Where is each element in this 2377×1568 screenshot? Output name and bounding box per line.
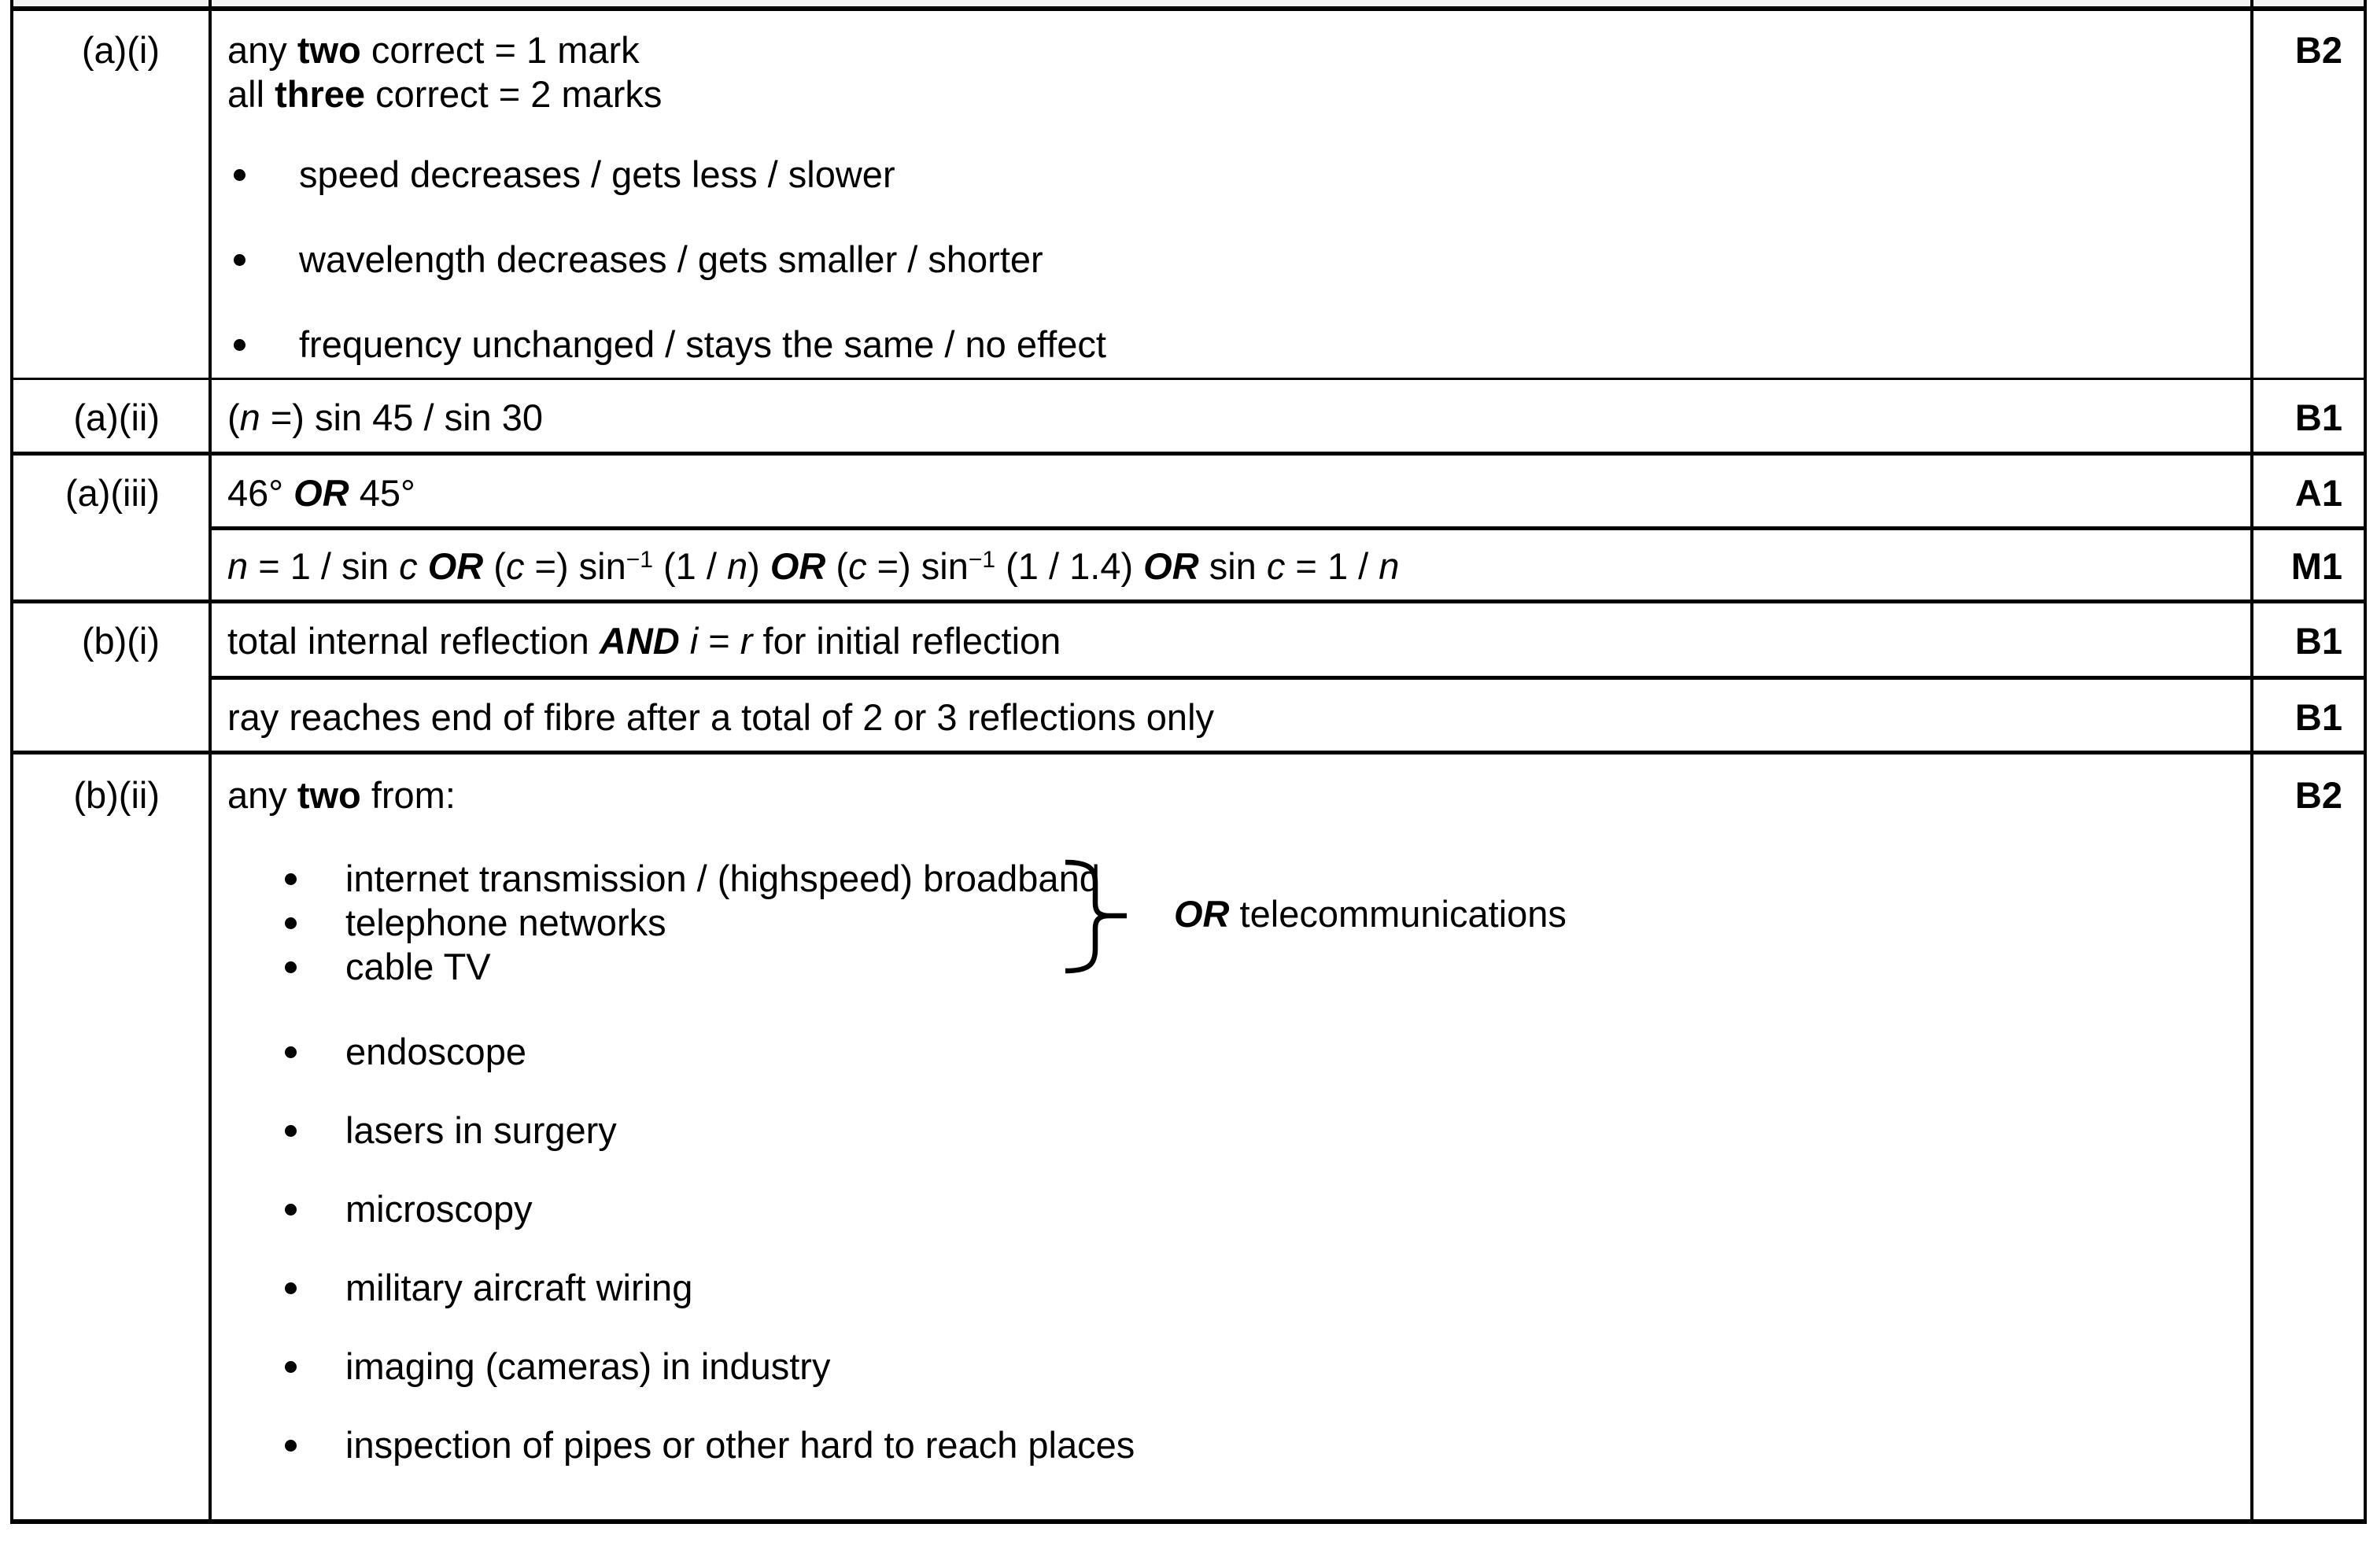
text-segment: i (689, 619, 699, 662)
text-segment: OR (1143, 544, 1199, 587)
answer-cell (210, 9, 2252, 378)
table-row-cutoff-row (12, 0, 2365, 9)
text-segment: inspection of pipes or other hard to reach places (345, 1423, 1135, 1466)
bullet-item (227, 945, 2242, 989)
text-segment: = 1 / (1285, 544, 1379, 587)
table-row-b-ii (12, 752, 2365, 1522)
mark-scheme-table (10, 0, 2367, 1524)
question-number-cell: (a)(iii) (12, 453, 210, 601)
text-segment: ray reaches end of fibre after a total of 2 or 3 reflections only (227, 695, 1215, 738)
text-segment: telecommunications (1229, 892, 1567, 935)
bullet-item (227, 1266, 2242, 1310)
text-segment: =) sin (866, 544, 969, 587)
text-segment: c (505, 544, 525, 587)
text-segment: frequency unchanged / stays the same / no effect (299, 323, 1106, 365)
table-row-a-iii-A1 (12, 453, 2365, 528)
text-segment: n (727, 544, 748, 587)
text-segment: OR (770, 544, 826, 587)
text-segment: =) sin 45 / sin 30 (260, 396, 544, 438)
text-segment: all (227, 73, 275, 115)
text-segment: lasers in surgery (345, 1109, 617, 1151)
text-segment: microscopy (345, 1187, 533, 1230)
answer-line (227, 72, 2242, 116)
text-segment: three (275, 73, 366, 115)
text-segment: endoscope (345, 1030, 526, 1072)
text-segment: c (1266, 544, 1286, 587)
bullet-item (227, 238, 2242, 282)
marks-cell: B2 (2252, 9, 2365, 378)
question-number-cell: (b)(ii) (12, 752, 210, 1522)
bullet-list (227, 1030, 2242, 1467)
marks-cell: M1 (2252, 528, 2365, 601)
text-segment: =) sin (524, 544, 626, 587)
marks-cell: B1 (2252, 677, 2365, 752)
text-segment: = (698, 619, 740, 662)
text-segment: ( (227, 396, 240, 438)
answer-cell (210, 528, 2252, 601)
text-segment: any (227, 29, 297, 71)
text-segment (418, 545, 428, 587)
answer-cell (210, 378, 2252, 453)
answer-line (227, 544, 2242, 588)
text-segment: (1 / 1.4) (995, 544, 1144, 587)
question-number-cell: (b)(i) (12, 601, 210, 752)
text-segment: any (227, 773, 297, 816)
bullet-item (227, 153, 2242, 197)
text-segment: OR (427, 544, 484, 587)
bullet-item (227, 323, 2242, 367)
text-segment: 46° (227, 471, 294, 514)
bullet-item (227, 1345, 2242, 1389)
text-segment: (1 / (652, 544, 727, 587)
brace-annotation-label (1174, 892, 1567, 936)
marks-cell: B2 (2252, 752, 2365, 1522)
text-segment: correct = 1 mark (360, 29, 640, 71)
text-segment: r (740, 619, 753, 662)
text-segment: ( (483, 544, 506, 587)
answer-cell (210, 677, 2252, 752)
bullet-list (227, 153, 2242, 367)
text-segment: AND (599, 619, 680, 662)
curly-brace-icon (1065, 859, 1128, 974)
text-segment: speed decreases / gets less / slower (299, 153, 895, 195)
table-row-a-iii-M1 (12, 528, 2365, 601)
table-row-b-i-1 (12, 601, 2365, 677)
text-segment: n (227, 544, 249, 587)
text-segment: n (239, 396, 260, 438)
bullet-item (227, 1109, 2242, 1153)
answer-cell (210, 752, 2252, 1522)
text-segment: = 1 / sin (248, 544, 400, 587)
answer-cell (210, 453, 2252, 528)
marks-cell: B1 (2252, 601, 2365, 677)
text-segment: c (399, 544, 418, 587)
text-segment: −1 (968, 546, 996, 573)
text-segment: military aircraft wiring (345, 1266, 693, 1308)
bullet-item (227, 1187, 2242, 1231)
text-segment: internet transmission / (highspeed) broadband (345, 857, 1100, 899)
text-segment: ) (747, 544, 770, 587)
answer-line (227, 28, 2242, 72)
bullet-item (227, 1030, 2242, 1074)
text-segment: ( (825, 544, 849, 587)
mark-scheme-body (12, 0, 2365, 1522)
text-segment: telephone networks (345, 901, 666, 943)
table-row-a-i (12, 9, 2365, 378)
text-segment: for initial reflection (752, 619, 1061, 662)
question-number-cell: (a)(ii) (12, 378, 210, 453)
text-segment: OR (293, 471, 349, 514)
question-number-cell: (a)(i) (12, 9, 210, 378)
table-row-a-ii (12, 378, 2365, 453)
answer-cell (210, 601, 2252, 677)
text-segment: sin (1198, 544, 1267, 587)
text-segment: OR (1174, 892, 1230, 935)
marks-cell: B1 (2252, 378, 2365, 453)
bullet-item (227, 1423, 2242, 1467)
answer-line (227, 695, 2242, 740)
text-segment: correct = 2 marks (365, 73, 663, 115)
text-segment: −1 (626, 546, 653, 573)
marks-cell: A1 (2252, 453, 2365, 528)
text-segment: c (848, 544, 867, 587)
answer-line (227, 471, 2242, 515)
text-segment (680, 620, 690, 662)
table-row-b-i-2 (12, 677, 2365, 752)
text-segment: n (1379, 544, 1400, 587)
marks-cell (2252, 0, 2365, 9)
text-segment: two (297, 773, 361, 816)
text-segment: imaging (cameras) in industry (345, 1345, 831, 1387)
text-segment: from: (360, 773, 456, 816)
question-number-cell (12, 0, 210, 9)
text-segment: cable TV (345, 945, 491, 987)
text-segment: wavelength decreases / gets smaller / shorter (299, 238, 1043, 280)
answer-line (227, 619, 2242, 663)
answer-line (227, 773, 2242, 817)
braced-bullet-group (227, 857, 2242, 989)
text-segment: total internal reflection (227, 619, 600, 662)
text-segment: 45° (349, 471, 415, 514)
text-segment: two (297, 29, 361, 71)
answer-cell (210, 0, 2252, 9)
answer-line (227, 396, 2242, 440)
